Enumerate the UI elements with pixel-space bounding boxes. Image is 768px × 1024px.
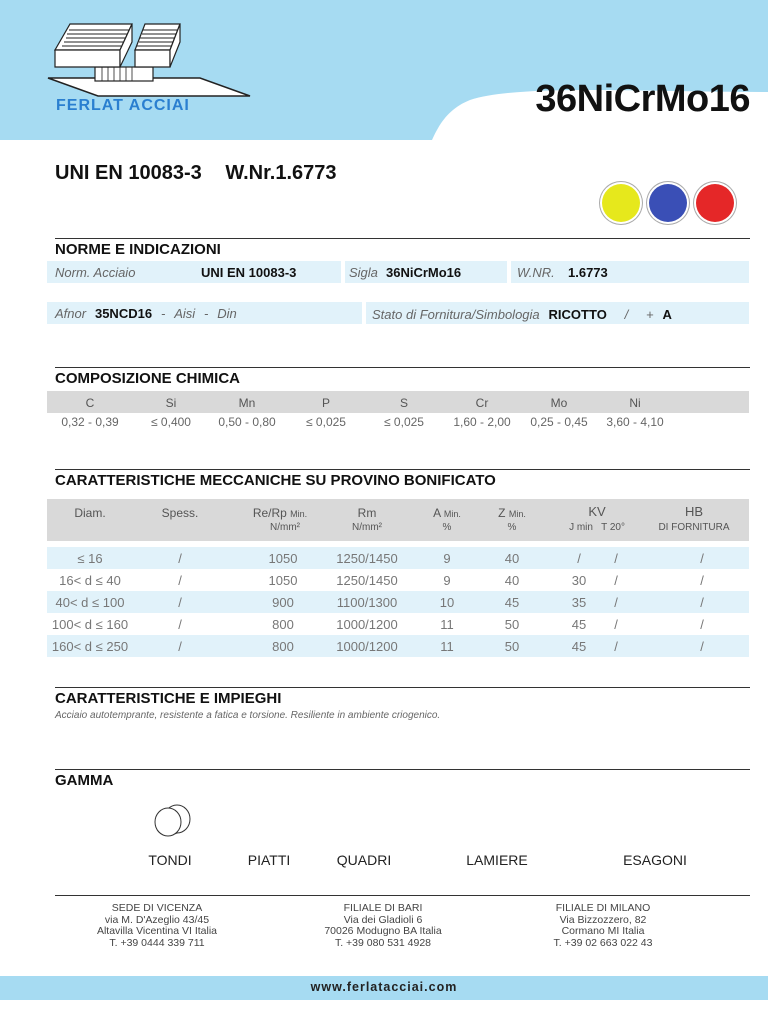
footer-divider xyxy=(55,895,750,896)
office-line2: Cormano MI Italia xyxy=(561,925,645,937)
chemistry-value-c: 0,32 - 0,39 xyxy=(61,415,119,429)
impieghi-description: Acciaio autotemprante, resistente a fatica e torsione. Resiliente in ambiente criogenico. xyxy=(55,710,441,721)
table-row xyxy=(47,591,749,613)
gamma-item-quadri: QUADRI xyxy=(336,852,392,868)
chemistry-value-ni: 3,60 - 4,10 xyxy=(606,415,664,429)
standard-heading xyxy=(55,162,355,185)
section-title-mechanical: CARATTERISTICHE MECCANICHE SU PROVINO BONIFICATO xyxy=(55,472,496,489)
table-row xyxy=(47,569,749,591)
table-cell-diam: ≤ 16 xyxy=(77,551,103,566)
table-cell-hb: / xyxy=(700,573,704,588)
table-cell-rm: 1000/1200 xyxy=(336,617,398,632)
office-name: SEDE DI VICENZA xyxy=(111,902,203,914)
section-title-norme: NORME E INDICAZIONI xyxy=(55,241,221,258)
chemistry-header-cr: Cr xyxy=(475,396,489,410)
table-cell-diam: 16< d ≤ 40 xyxy=(59,573,121,588)
table-cell-hb: / xyxy=(700,595,704,610)
table-cell-diam: 100< d ≤ 160 xyxy=(51,617,129,632)
table-cell-re: 1050 xyxy=(268,573,298,588)
col-header-kv: KV xyxy=(588,504,606,519)
table-cell-re: 900 xyxy=(272,595,294,610)
table-cell-kv-t: / xyxy=(614,573,618,588)
col-header-z-label: Z xyxy=(498,506,506,520)
table-cell-a: 11 xyxy=(440,639,454,654)
chemistry-header-ni: Ni xyxy=(629,396,641,410)
col-header-diam: Diam. xyxy=(74,506,106,520)
table-cell-a: 9 xyxy=(443,551,451,566)
col-header-rm: Rm xyxy=(357,506,377,520)
chemistry-value-si: ≤ 0,400 xyxy=(151,415,191,429)
table-cell-kv-t: / xyxy=(614,595,618,610)
table-cell-kv-t: / xyxy=(614,639,618,654)
chemistry-value-cr: 1,60 - 2,00 xyxy=(453,415,511,429)
stato-label: Stato di Fornitura/Simbologia xyxy=(372,307,540,322)
office-phone: T. +39 02 663 022 43 xyxy=(553,936,653,949)
col-header-re xyxy=(245,506,315,520)
section-divider xyxy=(55,238,750,239)
chemistry-value-mo: 0,25 - 0,45 xyxy=(530,415,588,429)
office-line1: Via dei Gladioli 6 xyxy=(343,913,423,926)
col-header-kv-sub: J min T 20° xyxy=(569,522,625,533)
office-line1: via M. D'Azeglio 43/45 xyxy=(104,913,210,926)
table-cell-kv: 35 xyxy=(571,595,587,610)
chemistry-header-mn: Mn xyxy=(238,396,256,410)
section-divider xyxy=(55,687,750,688)
table-row xyxy=(47,547,749,569)
table-row xyxy=(47,613,749,635)
afnor-label: Afnor xyxy=(55,306,87,321)
table-cell-spess: / xyxy=(178,551,182,566)
table-cell-diam: 40< d ≤ 100 xyxy=(55,595,125,610)
page-title: 36NiCrMo16 xyxy=(535,78,750,120)
gamma-item-esagoni: ESAGONI xyxy=(623,852,687,868)
chemistry-value-mn: 0,50 - 0,80 xyxy=(218,415,276,429)
table-cell-z: 40 xyxy=(504,573,520,588)
office-line1: Via Bizzozzero, 82 xyxy=(559,913,647,926)
table-cell-a: 9 xyxy=(443,573,451,588)
chemistry-header-s: S xyxy=(399,396,408,410)
stato-line xyxy=(372,306,672,324)
plus-sign: + xyxy=(646,307,654,322)
symbol-value: A xyxy=(662,307,672,322)
sigla-label: Sigla xyxy=(349,265,378,280)
afnor-line xyxy=(55,305,237,323)
chemistry-value-s: ≤ 0,025 xyxy=(384,415,424,429)
din-label: Din xyxy=(217,306,237,321)
table-cell-re: 1050 xyxy=(268,551,298,566)
col-header-re-label: Re/Rp xyxy=(252,506,287,520)
color-dot-red xyxy=(696,184,734,222)
color-dot-blue xyxy=(649,184,687,222)
office-phone: T. +39 0444 339 711 xyxy=(109,936,205,949)
table-cell-z: 40 xyxy=(504,551,520,566)
norme-row-2-divider xyxy=(362,302,366,324)
section-title-chemistry: COMPOSIZIONE CHIMICA xyxy=(55,370,241,387)
separator-slash: / xyxy=(624,307,629,322)
table-cell-a: 11 xyxy=(440,617,454,632)
table-cell-kv-t: / xyxy=(614,551,618,566)
chemistry-value-p: ≤ 0,025 xyxy=(306,415,346,429)
office-address xyxy=(513,903,693,949)
wnr-label: W.NR. xyxy=(517,265,555,280)
sigla-value: 36NiCrMo16 xyxy=(386,265,462,280)
standard-wnr: W.Nr.1.6773 xyxy=(225,162,337,184)
table-cell-rm: 1000/1200 xyxy=(336,639,398,654)
wnr-value: 1.6773 xyxy=(568,265,608,280)
afnor-value: 35NCD16 xyxy=(94,306,153,321)
website-link[interactable]: www.ferlatacciai.com xyxy=(310,980,458,994)
chemistry-header-mo: Mo xyxy=(550,396,568,410)
norme-row-1-divider xyxy=(507,261,511,283)
chemistry-header-p: P xyxy=(321,396,330,410)
table-row xyxy=(47,635,749,657)
table-cell-spess: / xyxy=(178,617,182,632)
office-name: FILIALE DI MILANO xyxy=(555,902,651,914)
section-title-impieghi: CARATTERISTICHE E IMPIEGHI xyxy=(55,690,282,707)
table-cell-hb: / xyxy=(700,617,704,632)
office-address xyxy=(67,903,247,949)
norme-row-1-divider xyxy=(341,261,345,283)
table-cell-rm: 1100/1300 xyxy=(336,595,398,610)
chemistry-header-si: Si xyxy=(165,396,177,410)
brand-name: FERLAT ACCIAI xyxy=(56,97,190,114)
table-cell-re: 800 xyxy=(272,617,294,632)
table-cell-kv: 45 xyxy=(571,617,587,632)
col-header-a-min: Min. xyxy=(443,509,461,519)
col-header-a-unit: % xyxy=(442,522,452,533)
office-address xyxy=(293,903,473,949)
col-header-re-unit: N/mm² xyxy=(270,522,300,533)
table-cell-rm: 1250/1450 xyxy=(336,551,398,566)
table-cell-kv: / xyxy=(577,551,581,566)
table-cell-diam: 160< d ≤ 250 xyxy=(51,639,129,654)
table-cell-spess: / xyxy=(178,639,182,654)
table-cell-a: 10 xyxy=(439,595,455,610)
office-phone: T. +39 080 531 4928 xyxy=(334,936,432,949)
section-divider xyxy=(55,367,750,368)
section-divider xyxy=(55,769,750,770)
norm-acciaio-value: UNI EN 10083-3 xyxy=(201,265,297,280)
color-dot-yellow xyxy=(602,184,640,222)
standard-uni: UNI EN 10083-3 xyxy=(55,162,202,184)
table-cell-z: 50 xyxy=(504,639,520,654)
table-cell-z: 45 xyxy=(504,595,520,610)
col-header-z xyxy=(477,506,547,520)
table-cell-z: 50 xyxy=(504,617,520,632)
section-title-gamma: GAMMA xyxy=(55,772,114,789)
gamma-item-tondi: TONDI xyxy=(148,852,192,868)
col-header-re-min: Min. xyxy=(290,509,308,519)
aisi-label: Aisi xyxy=(174,306,196,321)
col-header-hb-sub: DI FORNITURA xyxy=(658,522,730,533)
col-header-rm-unit: N/mm² xyxy=(352,522,382,533)
gamma-item-lamiere: LAMIERE xyxy=(466,852,528,868)
col-header-spess: Spess. xyxy=(161,506,199,520)
col-header-hb: HB xyxy=(684,504,704,519)
table-cell-spess: / xyxy=(178,595,182,610)
separator-dash: - xyxy=(160,306,166,321)
col-header-z-unit: % xyxy=(507,522,517,533)
stato-value: RICOTTO xyxy=(548,307,607,322)
round-bar-icon xyxy=(150,802,195,838)
office-name: FILIALE DI BARI xyxy=(343,902,423,914)
section-divider xyxy=(55,469,750,470)
separator-dash: - xyxy=(204,306,209,321)
table-cell-spess: / xyxy=(178,573,182,588)
col-header-a xyxy=(412,506,482,520)
col-header-z-min: Min. xyxy=(508,509,526,519)
table-cell-re: 800 xyxy=(272,639,294,654)
table-cell-kv-t: / xyxy=(614,617,618,632)
col-header-a-label: A xyxy=(433,506,441,520)
norm-acciaio-label: Norm. Acciaio xyxy=(55,265,136,280)
table-cell-kv: 30 xyxy=(571,573,587,588)
table-cell-hb: / xyxy=(700,551,704,566)
chemistry-header-c: C xyxy=(85,396,95,410)
table-cell-kv: 45 xyxy=(571,639,587,654)
company-logo xyxy=(40,20,260,100)
table-cell-rm: 1250/1450 xyxy=(336,573,398,588)
office-line2: 70026 Modugno BA Italia xyxy=(324,925,442,937)
office-line2: Altavilla Vicentina VI Italia xyxy=(96,925,218,937)
gamma-item-piatti: PIATTI xyxy=(247,852,291,868)
table-cell-hb: / xyxy=(700,639,704,654)
